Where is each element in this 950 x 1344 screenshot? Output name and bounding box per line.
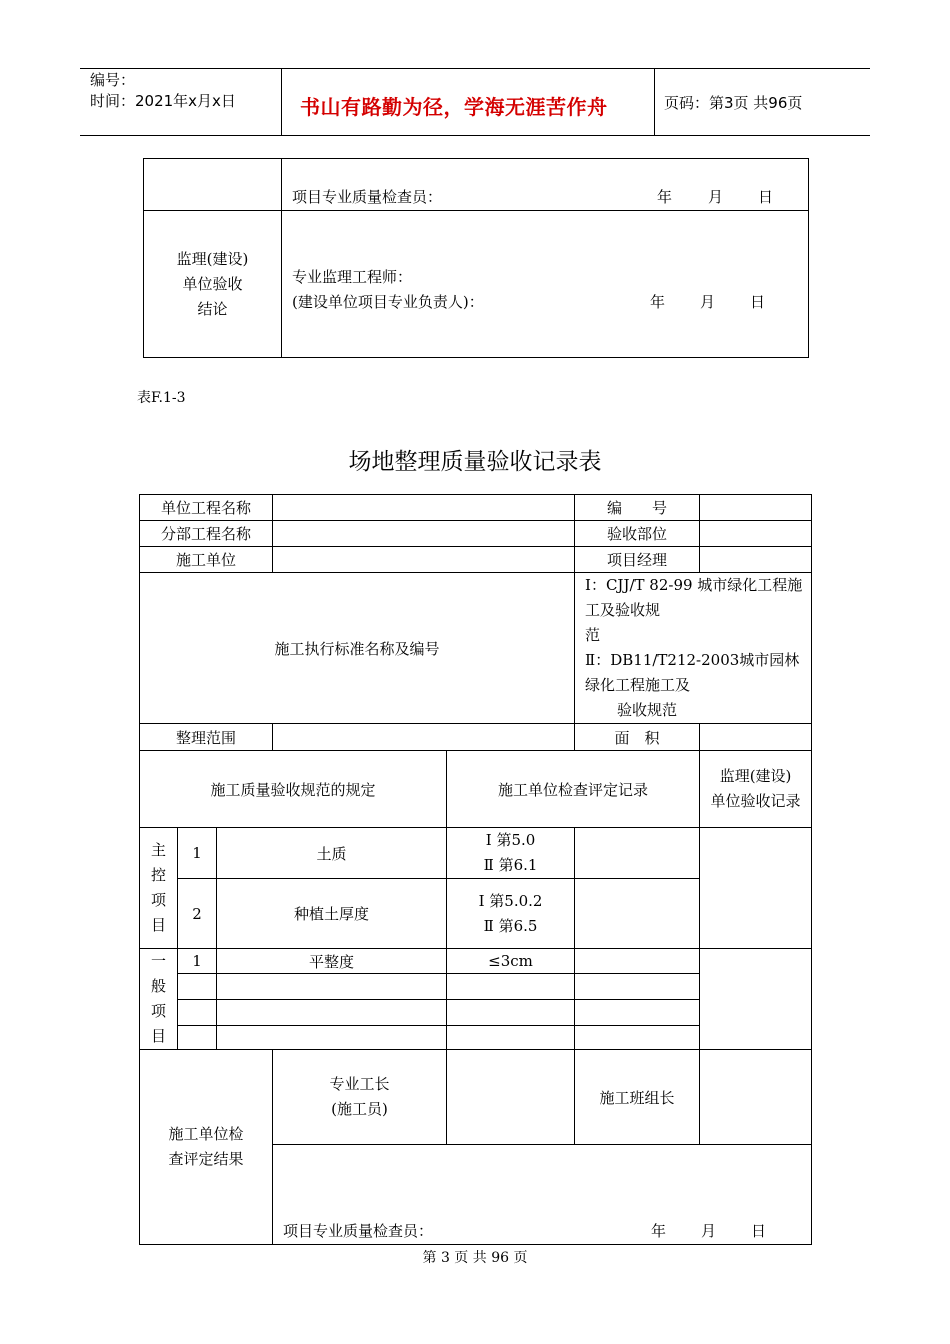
number-value[interactable] bbox=[700, 495, 812, 521]
top-date-year: 年 bbox=[657, 188, 673, 206]
construction-unit-value[interactable] bbox=[273, 547, 575, 573]
header-meta bbox=[90, 70, 236, 112]
owner-label: (建设单位项目专业负责人)： bbox=[292, 293, 484, 311]
standard-list bbox=[575, 573, 812, 724]
form-title: 场地整理质量验收记录表 bbox=[348, 449, 602, 475]
main-item-name: 土质 bbox=[217, 828, 447, 879]
general-item-ref bbox=[447, 974, 575, 1000]
general-item-no bbox=[178, 1026, 217, 1050]
main-items-label: 主 控 项 目 bbox=[140, 828, 178, 949]
area-value[interactable] bbox=[700, 724, 812, 751]
standard-1a: Ⅰ：CJJ/T 82-99 城市绿化工程施工及验收规 bbox=[585, 576, 803, 619]
supervision-conclusion-label: 监理(建设) 单位验收 结论 bbox=[144, 211, 282, 358]
general-item-name: 平整度 bbox=[217, 949, 447, 974]
main-item-ref: Ⅰ 第5.0.2 Ⅱ 第6.5 bbox=[447, 879, 575, 949]
standard-label: 施工执行标准名称及编号 bbox=[140, 573, 575, 724]
main-item-check[interactable] bbox=[575, 879, 700, 949]
top-table bbox=[143, 158, 809, 358]
general-item-ref: ≤3cm bbox=[447, 949, 575, 974]
check-header: 施工单位检查评定记录 bbox=[447, 751, 700, 828]
unit-project-name-value[interactable] bbox=[273, 495, 575, 521]
top-date-month: 月 bbox=[708, 188, 724, 206]
number-label: 编号： bbox=[90, 71, 136, 89]
acceptance-form bbox=[139, 494, 812, 1245]
main-items-supervision[interactable] bbox=[700, 828, 812, 949]
result-label: 施工单位检 查评定结果 bbox=[140, 1050, 273, 1245]
main-item-ref: Ⅰ 第5.0 Ⅱ 第6.1 bbox=[447, 828, 575, 879]
range-label: 整理范围 bbox=[140, 724, 273, 751]
general-item-check[interactable] bbox=[575, 1026, 700, 1050]
range-value[interactable] bbox=[273, 724, 575, 751]
general-item-no bbox=[178, 974, 217, 1000]
standard-1b: 范 bbox=[585, 626, 601, 644]
main-item-no: 1 bbox=[178, 828, 217, 879]
foreman-label: 专业工长 (施工员) bbox=[273, 1050, 447, 1145]
general-item-no: 1 bbox=[178, 949, 217, 974]
top-date2-year: 年 bbox=[650, 293, 666, 311]
general-item-check[interactable] bbox=[575, 974, 700, 1000]
top-date2-month: 月 bbox=[700, 293, 716, 311]
team-leader-label: 施工班组长 bbox=[575, 1050, 700, 1145]
acceptance-part-value[interactable] bbox=[700, 521, 812, 547]
team-leader-value[interactable] bbox=[700, 1050, 812, 1145]
form-date-year: 年 bbox=[651, 1222, 667, 1240]
supervision-header: 监理(建设) 单位验收记录 bbox=[700, 751, 812, 828]
header-motto: 书山有路勤为径，学海无涯苦作舟 bbox=[300, 95, 608, 119]
standard-2b: 验收规范 bbox=[617, 701, 678, 719]
general-item-name bbox=[217, 974, 447, 1000]
general-items-label: 一 般 项 目 bbox=[140, 949, 178, 1050]
number-label: 编 号 bbox=[575, 495, 700, 521]
acceptance-part-label: 验收部位 bbox=[575, 521, 700, 547]
engineer-label: 专业监理工程师： bbox=[292, 268, 413, 286]
time-label: 时间：2021年x月x日 bbox=[90, 92, 236, 110]
project-manager-value[interactable] bbox=[700, 547, 812, 573]
sub-project-name-label: 分部工程名称 bbox=[140, 521, 273, 547]
header-page-info: 页码：第3页 共96页 bbox=[664, 94, 803, 112]
top-date2-day: 日 bbox=[750, 293, 766, 311]
general-item-check[interactable] bbox=[575, 1000, 700, 1026]
general-item-no bbox=[178, 1000, 217, 1026]
spec-header: 施工质量验收规范的规定 bbox=[140, 751, 447, 828]
main-item-check[interactable] bbox=[575, 828, 700, 879]
general-items-supervision[interactable] bbox=[700, 949, 812, 1050]
unit-project-name-label: 单位工程名称 bbox=[140, 495, 273, 521]
main-item-name: 种植土厚度 bbox=[217, 879, 447, 949]
form-date-month: 月 bbox=[701, 1222, 717, 1240]
main-item-no: 2 bbox=[178, 879, 217, 949]
top-date-day: 日 bbox=[758, 188, 774, 206]
general-item-ref bbox=[447, 1026, 575, 1050]
footer-page: 第 3 页 共 96 页 bbox=[422, 1250, 528, 1266]
area-label: 面 积 bbox=[575, 724, 700, 751]
project-manager-label: 项目经理 bbox=[575, 547, 700, 573]
general-item-ref bbox=[447, 1000, 575, 1026]
form-inspector-label: 项目专业质量检查员： bbox=[283, 1222, 434, 1240]
top-inspector-label: 项目专业质量检查员： bbox=[292, 188, 443, 206]
table-number: 表F.1-3 bbox=[137, 390, 186, 406]
result-signature bbox=[273, 1145, 812, 1245]
general-item-name bbox=[217, 1026, 447, 1050]
general-item-check[interactable] bbox=[575, 949, 700, 974]
foreman-value[interactable] bbox=[447, 1050, 575, 1145]
standard-2a: Ⅱ：DB11/T212-2003城市园林绿化工程施工及 bbox=[585, 651, 800, 694]
general-item-name bbox=[217, 1000, 447, 1026]
sub-project-name-value[interactable] bbox=[273, 521, 575, 547]
construction-unit-label: 施工单位 bbox=[140, 547, 273, 573]
form-date-day: 日 bbox=[751, 1222, 767, 1240]
